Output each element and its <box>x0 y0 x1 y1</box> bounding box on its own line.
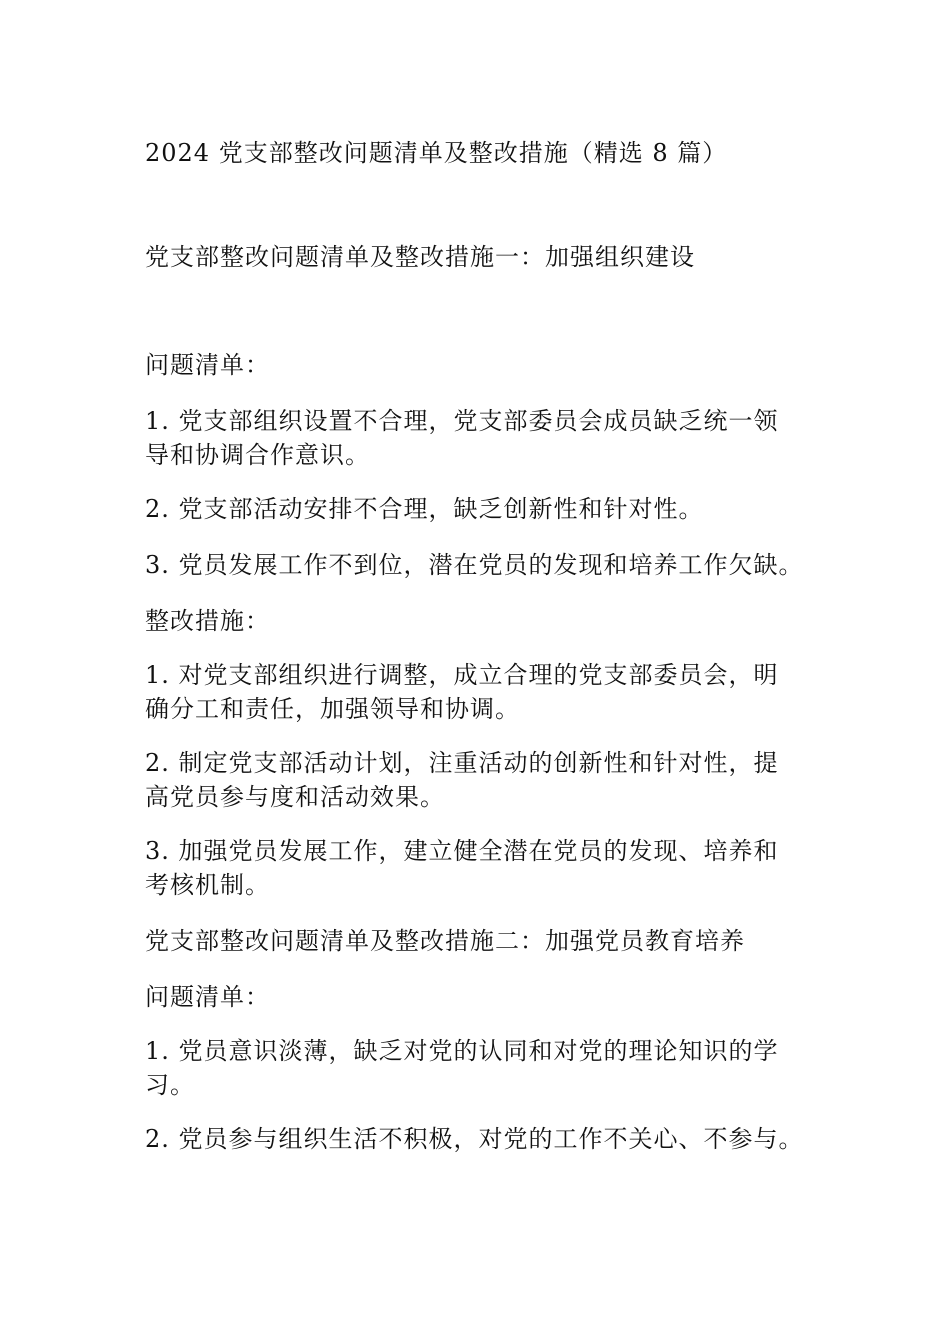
problem-item: 3. 党员发展工作不到位，潜在党员的发现和培养工作欠缺。 <box>145 551 804 579</box>
problem-item: 2. 党员参与组织生活不积极，对党的工作不关心、不参与。 <box>145 1125 804 1153</box>
problem-item-continued: 导和协调合作意识。 <box>145 441 370 469</box>
section-heading: 党支部整改问题清单及整改措施一：加强组织建设 <box>145 243 695 271</box>
measures-label: 整改措施： <box>145 607 270 635</box>
measure-item: 2. 制定党支部活动计划，注重活动的创新性和针对性，提 <box>145 749 779 777</box>
problem-item: 2. 党支部活动安排不合理，缺乏创新性和针对性。 <box>145 495 704 523</box>
problem-item: 1. 党员意识淡薄，缺乏对党的认同和对党的理论知识的学 <box>145 1037 779 1065</box>
measure-item-continued: 考核机制。 <box>145 871 270 899</box>
section-heading: 党支部整改问题清单及整改措施二：加强党员教育培养 <box>145 927 745 955</box>
problem-item: 1. 党支部组织设置不合理，党支部委员会成员缺乏统一领 <box>145 407 779 435</box>
problems-label: 问题清单： <box>145 983 270 1011</box>
problem-item-continued: 习。 <box>145 1071 195 1099</box>
measure-item-continued: 高党员参与度和活动效果。 <box>145 783 445 811</box>
measure-item: 1. 对党支部组织进行调整，成立合理的党支部委员会，明 <box>145 661 779 689</box>
measure-item-continued: 确分工和责任，加强领导和协调。 <box>145 695 520 723</box>
problems-label: 问题清单： <box>145 351 270 379</box>
measure-item: 3. 加强党员发展工作，建立健全潜在党员的发现、培养和 <box>145 837 779 865</box>
document-title: 2024 党支部整改问题清单及整改措施（精选 8 篇） <box>145 139 728 167</box>
